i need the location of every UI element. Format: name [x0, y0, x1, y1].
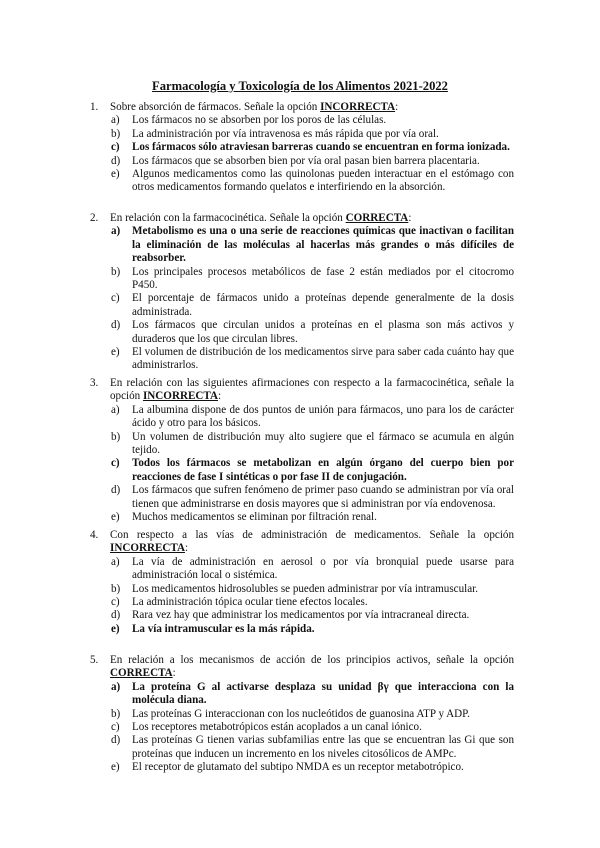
- stem-end: :: [217, 390, 222, 403]
- option-a: [111, 680, 514, 708]
- option-c: [111, 141, 514, 154]
- option-text: Un volumen de distribución muy alto sugiere que el fármaco se acumula en algún tejido.: [132, 430, 514, 457]
- question-stem: [90, 654, 514, 681]
- stem-end: :: [408, 212, 412, 224]
- question-stem: [90, 377, 514, 404]
- stem-emphasis: CORRECTA: [110, 667, 173, 680]
- stem-text: En relación con la farmacocinética. Señale la opción: [110, 212, 346, 224]
- option-letter: e): [111, 511, 120, 524]
- option-letter: e): [111, 346, 120, 359]
- option-d: [111, 484, 514, 511]
- option-b: [111, 127, 514, 141]
- option-e: [111, 168, 514, 195]
- option-letter: c): [111, 596, 120, 609]
- option-text: Muchos medicamentos se eliminan por filtración renal.: [132, 511, 377, 524]
- option-letter: d): [111, 609, 121, 622]
- option-text: La vía de administración en aerosol o por vía bronquial puede usarse para administración local o sistémica.: [132, 555, 514, 582]
- question-stem: [90, 212, 514, 225]
- option-list: [0, 404, 600, 525]
- option-text: Los fármacos que se absorben bien por vía oral pasan bien barrera placentaria.: [132, 154, 480, 167]
- option-list: [0, 556, 600, 636]
- option-d: [111, 734, 514, 761]
- option-e: [111, 511, 514, 524]
- option-text: La administración tópica ocular tiene efectos locales.: [132, 596, 368, 609]
- option-list: [0, 114, 600, 194]
- option-letter: d): [111, 484, 121, 497]
- option-e: [111, 346, 514, 373]
- option-letter: b): [111, 707, 121, 720]
- option-b: [111, 707, 514, 721]
- option-text: Los medicamentos hidrosolubles se pueden administrar por vía intramuscular.: [132, 582, 478, 595]
- option-letter: e): [111, 761, 120, 774]
- option-letter: b): [111, 127, 121, 140]
- option-letter: c): [111, 292, 120, 305]
- option-d: [111, 154, 514, 168]
- option-letter: a): [111, 680, 121, 693]
- document-title: Farmacología y Toxicología de los Alimentos 2021-2022: [152, 79, 448, 93]
- option-text: El volumen de distribución de los medicamentos sirve para saber cada cuánto hay que administrarlos.: [132, 346, 514, 372]
- option-letter: e): [111, 168, 120, 181]
- option-letter: a): [111, 403, 120, 416]
- stem-end: :: [172, 667, 176, 680]
- option-a: [111, 225, 514, 265]
- option-text: Los fármacos sólo atraviesan barreras cuando se encuentran en forma ionizada.: [132, 141, 510, 154]
- option-text: El receptor de glutamato del subtipo NMDA es un receptor metabotrópico.: [132, 761, 464, 774]
- option-text: La proteína G al activarse desplaza su unidad βγ que interacciona con la molécula diana.: [132, 680, 514, 707]
- option-text: El porcentaje de fármacos unido a proteínas depende generalmente de la dosis administrada.: [132, 292, 514, 318]
- option-text: Los principales procesos metabólicos de fase 2 están mediados por el citocromo P450.: [132, 265, 514, 292]
- option-d: [111, 319, 514, 346]
- option-c: [111, 721, 514, 734]
- option-a: [111, 114, 514, 127]
- option-a: [111, 403, 514, 431]
- option-letter: d): [111, 154, 121, 167]
- option-b: [111, 582, 514, 596]
- stem-emphasis: INCORRECTA: [320, 101, 396, 113]
- question-stem: [90, 529, 514, 556]
- stem-text: Sobre absorción de fármacos. Señale la opción: [110, 101, 321, 113]
- option-e: [111, 622, 514, 636]
- option-d: [111, 609, 514, 622]
- stem-text: Con respecto a las vías de administración de medicamentos. Señale la opción: [110, 529, 514, 541]
- option-b: [111, 430, 514, 458]
- option-list: [0, 681, 600, 775]
- stem-text: En relación con las siguientes afirmaciones con respecto a la farmacocinética, señale la opción: [110, 377, 514, 403]
- question-number: 1.: [90, 101, 99, 113]
- option-a: [111, 555, 514, 583]
- option-b: [111, 265, 514, 293]
- stem-emphasis: INCORRECTA: [110, 542, 185, 555]
- option-letter: c): [111, 721, 120, 734]
- option-c: [111, 596, 514, 609]
- option-letter: d): [111, 319, 121, 332]
- question-number: 3.: [90, 377, 99, 389]
- option-text: Los fármacos no se absorben por los poros de las células.: [132, 114, 387, 127]
- stem-end: :: [185, 542, 189, 555]
- option-text: Los receptores metabotrópicos están acoplados a un canal iónico.: [132, 721, 422, 734]
- option-list: [0, 225, 600, 372]
- option-text: Algunos medicamentos como las quinolonas pueden interactuar en el estómago con otros medicamentos formando quelatos e interfiriendo en la absorción.: [132, 168, 514, 194]
- option-letter: c): [111, 141, 120, 154]
- question-stem: [90, 101, 514, 114]
- option-text: Las proteínas G interaccionan con los nucleótidos de guanosina ATP y ADP.: [132, 707, 470, 720]
- option-text: Metabolismo es una o una serie de reacciones químicas que inactivan o facilitan la eliminación de las moléculas al hacerlas más grandes o más difíciles de reabsorber.: [132, 225, 514, 265]
- option-text: Los fármacos que sufren fenómeno de primer paso cuando se administran por vía oral tienen que administrarse en dosis mayores que si administran por vía endovenosa.: [132, 484, 514, 510]
- stem-end: :: [395, 101, 399, 113]
- option-letter: b): [111, 430, 121, 443]
- option-letter: e): [111, 622, 120, 635]
- option-text: Rara vez hay que administrar los medicamentos por vía intracraneal directa.: [132, 609, 470, 622]
- option-text: La albumina dispone de dos puntos de unión para fármacos, uno para los de carácter ácido y otro para los básicos.: [132, 403, 514, 430]
- option-letter: c): [111, 457, 120, 470]
- option-c: [111, 292, 514, 319]
- option-letter: a): [111, 225, 121, 238]
- stem-emphasis: CORRECTA: [345, 212, 409, 224]
- option-text: Todos los fármacos se metabolizan en algún órgano del cuerpo bien por reacciones de fase I sintéticas o por fase II de conjugación.: [132, 457, 514, 483]
- question-1: [0, 101, 600, 195]
- option-letter: d): [111, 734, 121, 747]
- option-text: La vía intramuscular es la más rápida.: [132, 622, 315, 635]
- question-number: 2.: [90, 212, 99, 224]
- option-text: La administración por vía intravenosa es más rápida que por vía oral.: [132, 127, 439, 140]
- option-letter: b): [111, 265, 121, 278]
- stem-emphasis: INCORRECTA: [142, 390, 218, 403]
- question-2: [0, 212, 600, 373]
- stem-text: En relación a los mecanismos de acción de los principios activos, señale la opción: [110, 654, 514, 666]
- option-c: [111, 457, 514, 484]
- question-3: [0, 377, 600, 524]
- option-letter: a): [111, 114, 120, 127]
- option-text: Los fármacos que circulan unidos a proteínas en el plasma son más activos y duraderos que los que circulan libres.: [132, 319, 514, 345]
- question-number: 5.: [90, 654, 99, 666]
- option-letter: a): [111, 555, 120, 568]
- option-text: Las proteínas G tienen varias subfamilias entre las que se encuentran las Gi que son proteínas que inducen un incremento en los niveles citosólicos de AMPc.: [132, 734, 514, 760]
- option-e: [111, 761, 514, 774]
- question-4: [0, 529, 600, 636]
- question-number: 4.: [90, 529, 99, 541]
- question-5: [0, 654, 600, 775]
- option-letter: b): [111, 582, 121, 595]
